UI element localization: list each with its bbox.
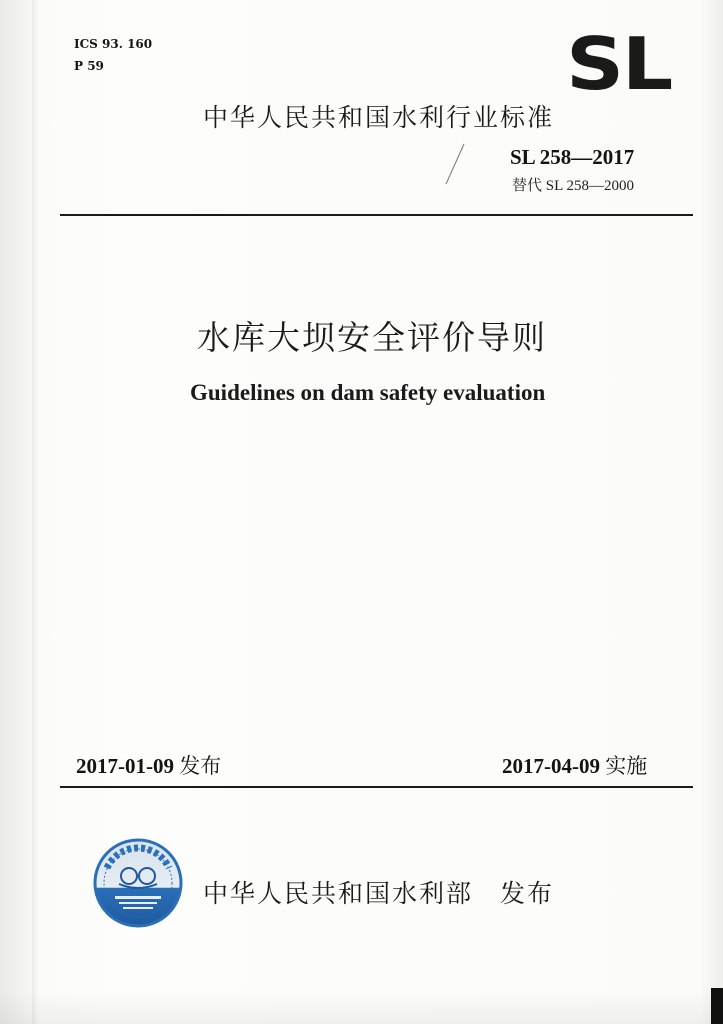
issue-date-line <box>76 750 221 780</box>
p-code: P 59 <box>74 59 104 73</box>
top-divider <box>60 214 693 216</box>
document-title-english: Guidelines on dam safety evaluation <box>190 380 546 405</box>
standard-number: SL 258—2017 <box>510 145 635 169</box>
pen-mark-icon <box>440 140 470 190</box>
bottom-divider <box>60 786 693 788</box>
ministry-seal-icon <box>93 838 183 928</box>
sl-logo: SL <box>566 22 671 106</box>
publisher-name: 中华人民共和国水利部 <box>203 879 474 908</box>
document-title-chinese: 水库大坝安全评价导则 <box>197 318 547 357</box>
issue-date: 2017-01-09 <box>76 754 174 778</box>
scan-corner-mark <box>711 988 723 1024</box>
implement-date: 2017-04-09 <box>502 754 600 778</box>
issue-label: 发布 <box>179 754 222 778</box>
implement-date-line <box>502 750 647 780</box>
implement-label: 实施 <box>605 754 648 778</box>
industry-standard-title: 中华人民共和国水利行业标准 <box>203 103 555 132</box>
replaces-standard: 替代 SL 258—2000 <box>512 178 634 194</box>
ics-code: ICS 93. 160 <box>74 37 153 51</box>
scan-shadow-bottom <box>0 990 723 1024</box>
publisher-verb: 发布 <box>500 879 555 908</box>
scan-shadow-left <box>32 0 38 1024</box>
